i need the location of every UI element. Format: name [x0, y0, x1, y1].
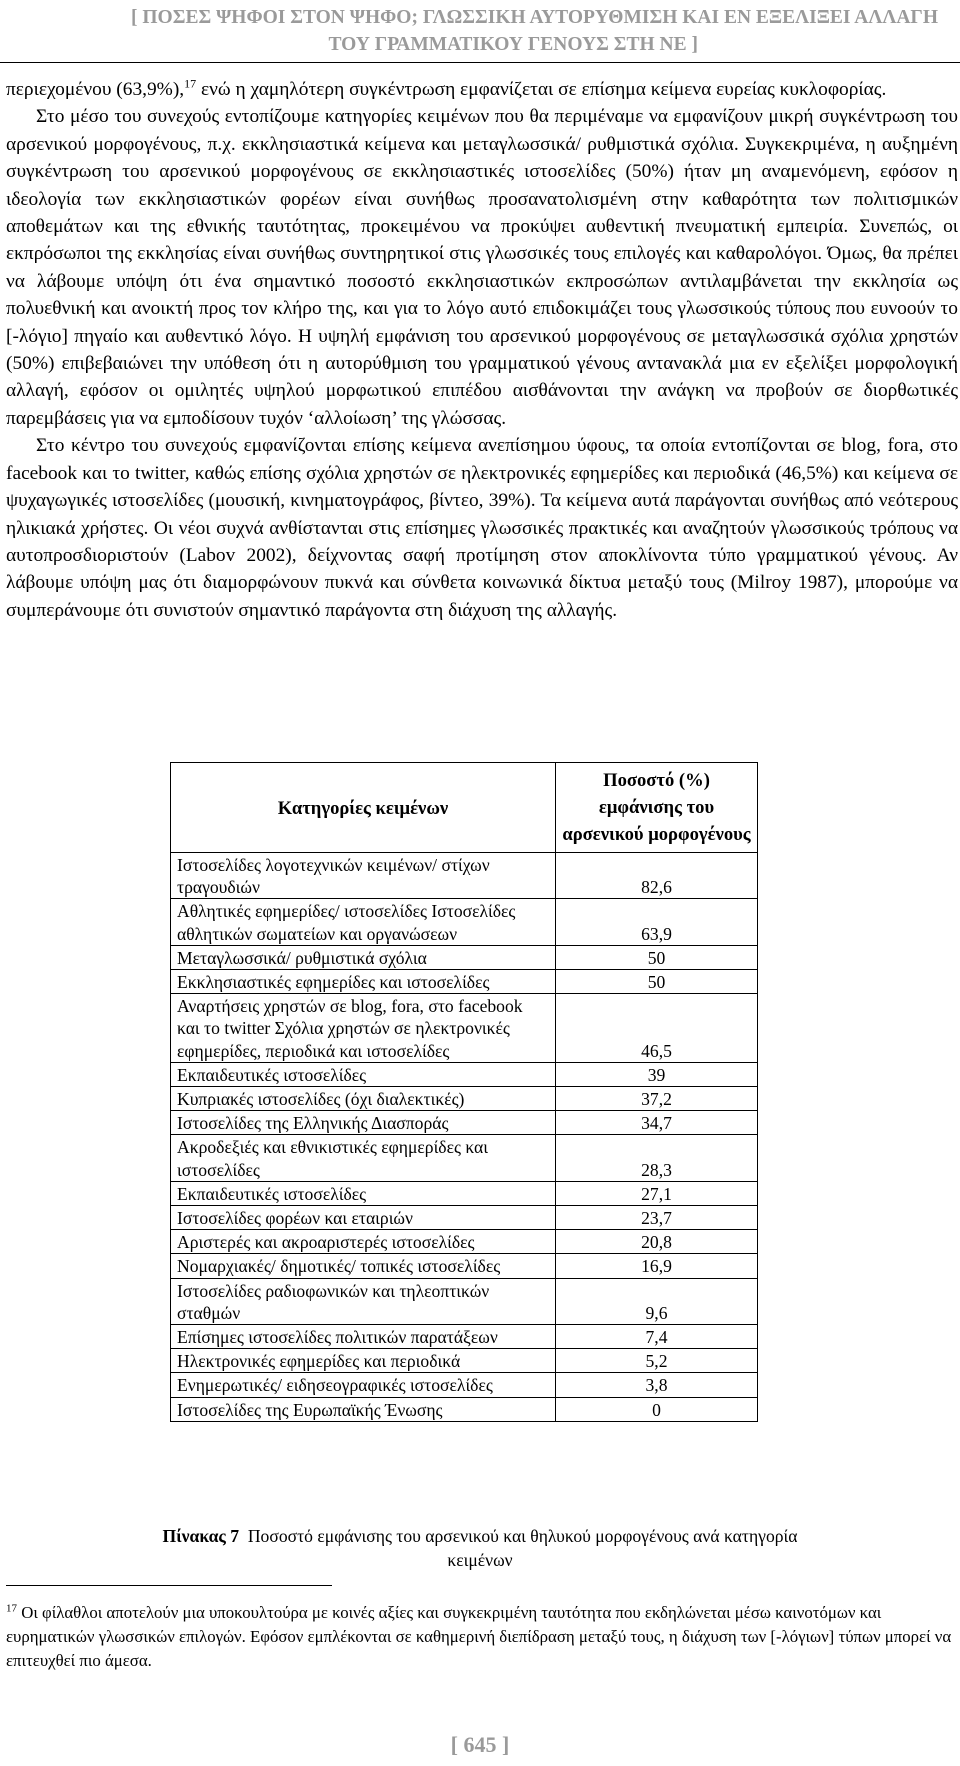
table-header-row: [171, 763, 758, 853]
table-row: [171, 1135, 758, 1181]
row-percentage: 39: [556, 1062, 758, 1086]
caption-text: Ποσοστό εμφάνισης του αρσενικού και θηλυκού μορφογένους ανά κατηγορία κειμένων: [247, 1526, 798, 1570]
table-row: [171, 945, 758, 969]
row-percentage: 23,7: [556, 1206, 758, 1230]
row-category: Ιστοσελίδες ραδιοφωνικών και τηλεοπτικών σταθμών: [171, 1278, 556, 1324]
row-category: Αναρτήσεις χρηστών σε blog, fora, στο facebook και το twitter Σχόλια χρηστών σε ηλεκτρονικές εφημερίδες, περιοδικά και ιστοσελίδες: [171, 994, 556, 1063]
table-row: [171, 1397, 758, 1421]
row-category: Μεταγλωσσικά/ ρυθμιστικά σχόλια: [171, 945, 556, 969]
footnote-number: 17: [6, 1602, 17, 1615]
table-row: [171, 1230, 758, 1254]
row-percentage: 63,9: [556, 899, 758, 945]
row-percentage: 50: [556, 945, 758, 969]
row-category: Κυπριακές ιστοσελίδες (όχι διαλεκτικές): [171, 1087, 556, 1111]
row-percentage: 50: [556, 970, 758, 994]
table-row: [171, 1349, 758, 1373]
table-row: [171, 970, 758, 994]
body-text: [6, 76, 958, 624]
page-number: [ 645 ]: [450, 1732, 510, 1757]
row-percentage: 46,5: [556, 994, 758, 1063]
footnote: [6, 1601, 958, 1673]
row-category: Εκπαιδευτικές ιστοσελίδες: [171, 1181, 556, 1205]
row-category: Ιστοσελίδες της Ελληνικής Διασποράς: [171, 1111, 556, 1135]
row-category: Ιστοσελίδες της Ευρωπαϊκής Ένωσης: [171, 1397, 556, 1421]
row-percentage: 16,9: [556, 1254, 758, 1278]
paragraph-1-text: περιεχομένου (63,9%),: [6, 79, 185, 100]
row-category: Εκκλησιαστικές εφημερίδες και ιστοσελίδες: [171, 970, 556, 994]
row-category: Εκπαιδευτικές ιστοσελίδες: [171, 1062, 556, 1086]
table-row: [171, 1278, 758, 1324]
running-header-line-2: ΤΟΥ ΓΡΑΜΜΑΤΙΚΟΥ ΓΕΝΟΥΣ ΣΤΗ ΝΕ ]: [328, 34, 698, 55]
paragraph-1-rest: ενώ η χαμηλότερη συγκέντρωση εμφανίζεται σε επίσημα κείμενα ευρείας κυκλοφορίας.: [196, 79, 887, 100]
footnote-rule: [6, 1585, 332, 1586]
table-row: [171, 1087, 758, 1111]
row-category: Ακροδεξιές και εθνικιστικές εφημερίδες και ιστοσελίδες: [171, 1135, 556, 1181]
table-row: [171, 1206, 758, 1230]
table-caption: [150, 1524, 810, 1572]
row-category: Ενημερωτικές/ ειδησεογραφικές ιστοσελίδες: [171, 1373, 556, 1397]
row-category: Ιστοσελίδες φορέων και εταιριών: [171, 1206, 556, 1230]
row-percentage: 5,2: [556, 1349, 758, 1373]
row-percentage: 37,2: [556, 1087, 758, 1111]
table-row: [171, 899, 758, 945]
table-body: [171, 853, 758, 1422]
row-category: Αριστερές και ακροαριστερές ιστοσελίδες: [171, 1230, 556, 1254]
header-rule: [0, 62, 960, 63]
table-row: [171, 1111, 758, 1135]
table-row: [171, 1181, 758, 1205]
row-category: Αθλητικές εφημερίδες/ ιστοσελίδες Ιστοσελίδες αθλητικών σωματείων και οργανώσεων: [171, 899, 556, 945]
data-table: [170, 762, 758, 1422]
table-row: [171, 1325, 758, 1349]
row-percentage: 34,7: [556, 1111, 758, 1135]
row-percentage: 0: [556, 1397, 758, 1421]
table-row: [171, 1254, 758, 1278]
row-percentage: 9,6: [556, 1278, 758, 1324]
table-row: [171, 1062, 758, 1086]
row-percentage: 20,8: [556, 1230, 758, 1254]
table-row: [171, 853, 758, 899]
table-row: [171, 994, 758, 1063]
row-percentage: 82,6: [556, 853, 758, 899]
row-category: Ηλεκτρονικές εφημερίδες και περιοδικά: [171, 1349, 556, 1373]
footnote-ref: 17: [184, 76, 197, 91]
row-percentage: 27,1: [556, 1181, 758, 1205]
row-percentage: 28,3: [556, 1135, 758, 1181]
row-percentage: 7,4: [556, 1325, 758, 1349]
paragraph-3: Στο κέντρο του συνεχούς εμφανίζονται επίσης κείμενα ανεπίσημου ύφους, τα οποία εντοπίζονται σε blog, fora, στο facebook και το twitter, καθώς επίσης σχόλια χρηστών σε ηλεκτρονικές εφημερίδες και περιοδικά (46,5%) και κείμενα σε ψυχαγωγικές ιστοσελίδες (μουσική, κινηματογράφος, βίντεο, 39%). Τα κείμενα αυτά παράγονται συνήθως από νεότερους ηλικιακά χρήστες. Οι νέοι συχνά ανθίστανται στις επίσημες γλωσσικές πρακτικές και αναζητούν γλωσσικούς τρόπους να αυτοπροσδιοριστούν (Labov 2002), δείχνοντας σαφή προτίμηση στον αποκλίνοντα τύπο γραμματικού γένους. Αν λάβουμε υπόψη μας ότι διαμορφώνουν πυκνά και σύνθετα κοινωνικά δίκτυα μεταξύ τους (Milroy 1987), μπορούμε να συμπεράνουμε ότι συνιστούν σημαντικό παράγοντα στη διάχυση της αλλαγής.: [6, 435, 958, 621]
row-category: Επίσημες ιστοσελίδες πολιτικών παρατάξεων: [171, 1325, 556, 1349]
column-header-categories: Κατηγορίες κειμένων: [171, 763, 556, 853]
running-header: [0, 4, 960, 58]
row-category: Νομαρχιακές/ δημοτικές/ τοπικές ιστοσελίδες: [171, 1254, 556, 1278]
footnote-text: Οι φίλαθλοι αποτελούν μια υποκουλτούρα με κοινές αξίες και συγκεκριμένη ταυτότητα που εκδηλώνεται μέσω καινοτόμων και ευρηματικών γλωσσικών επιλογών. Εφόσον εμπλέκονται σε καθημερινή διεπίδραση μεταξύ τους, η διάχυση των [-λόγιων] τύπων μπορεί να επιτευχθεί πιο άμεσα.: [6, 1603, 952, 1670]
column-header-percentage: Ποσοστό (%) εμφάνισης του αρσενικού μορφογένους: [556, 763, 758, 853]
row-category: Ιστοσελίδες λογοτεχνικών κειμένων/ στίχων τραγουδιών: [171, 853, 556, 899]
caption-label: Πίνακας 7: [162, 1526, 240, 1546]
paragraph-1: [6, 76, 958, 103]
running-header-line-1: [ ΠΟΣΕΣ ΨΗΦΟΙ ΣΤΟΝ ΨΗΦΟ; ΓΛΩΣΣΙΚΗ ΑΥΤΟΡΥΘΜΙΣΗ ΚΑΙ ΕΝ ΕΞΕΛΙΞΕΙ ΑΛΛΑΓΗ: [130, 7, 938, 28]
table-row: [171, 1373, 758, 1397]
row-percentage: 3,8: [556, 1373, 758, 1397]
paragraph-2: Στο μέσο του συνεχούς εντοπίζουμε κατηγορίες κειμένων που θα περιμέναμε να εμφανίζουν μικρή συγκέντρωση του αρσενικού μορφογένους, π.χ. εκκλησιαστικά κείμενα και μεταγλωσσικά/ ρυθμιστικά σχόλια. Συγκεκριμένα, η αυξημένη συγκέντρωση του αρσενικού μορφογένους σε εκκλησιαστικές ιστοσελίδες (50%) ήταν μη αναμενόμενη, εφόσον η ιδεολογία των εκκλησιαστικών φορέων είναι συνήθως προσανατολισμένη στην καθαρότητα των πολιτισμικών αποθεμάτων και της εθνικής ταυτότητας, προκειμένου να προκύψει αυθεντική πνευματική εμπειρία. Συνεπώς, οι εκπρόσωποι της εκκλησίας είναι συνήθως συντηρητικοί στις γλωσσικές τους επιλογές και καθαρολόγοι. Όμως, θα πρέπει να λάβουμε υπόψη ότι ένα σημαντικό ποσοστό εκκλησιαστικών εκπροσώπων αντιλαμβάνεται την εκκλησία ως πολυεθνική και ανοικτή προς τον κλήρο της, και για το λόγο αυτό επιδοκιμάζει τους γλωσσικούς τύπους που ευνοούν το [-λόγιο] πηγαίο και αυθεντικό λόγο. Η υψηλή εμφάνιση του αρσενικού μορφογένους σε μεταγλωσσικά σχόλια χρηστών (50%) επιβεβαιώνει την υπόθεση ότι η αυτορύθμιση του γραμματικού γένους αντανακλά μια εν εξελίξει μορφολογική αλλαγή, εφόσον οι ομιλητές υψηλού μορφωτικού επιπέδου αισθάνονται την ανάγκη να προβούν σε διορθωτικές παρεμβάσεις για να εμποδίσουν τυχόν ‘αλλοίωση’ της γλώσσας.: [6, 106, 958, 429]
